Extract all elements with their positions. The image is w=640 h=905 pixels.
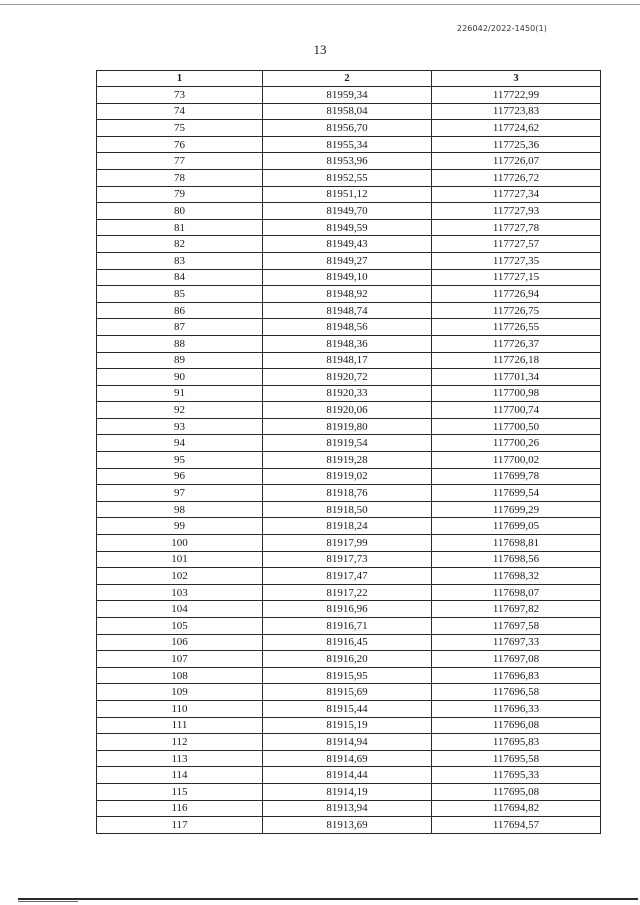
y-coordinate-cell: 117698,07 [432, 584, 601, 601]
point-number-cell: 115 [97, 783, 263, 800]
point-number-cell: 101 [97, 551, 263, 568]
y-coordinate-cell: 117695,08 [432, 783, 601, 800]
table-row [97, 734, 601, 751]
x-coordinate-cell: 81917,47 [263, 568, 432, 585]
point-number-cell: 103 [97, 584, 263, 601]
table-row [97, 219, 601, 236]
y-coordinate-cell: 117722,99 [432, 87, 601, 104]
y-coordinate-cell: 117698,32 [432, 568, 601, 585]
point-number-cell: 88 [97, 335, 263, 352]
y-coordinate-cell: 117697,33 [432, 634, 601, 651]
x-coordinate-cell: 81918,76 [263, 485, 432, 502]
y-coordinate-cell: 117727,78 [432, 219, 601, 236]
y-coordinate-cell: 117726,07 [432, 153, 601, 170]
x-coordinate-cell: 81919,80 [263, 418, 432, 435]
point-number-cell: 89 [97, 352, 263, 369]
point-number-cell: 77 [97, 153, 263, 170]
x-coordinate-cell: 81918,50 [263, 501, 432, 518]
y-coordinate-cell: 117725,36 [432, 136, 601, 153]
x-coordinate-cell: 81948,17 [263, 352, 432, 369]
y-coordinate-cell: 117726,37 [432, 335, 601, 352]
x-coordinate-cell: 81919,28 [263, 452, 432, 469]
table-row [97, 568, 601, 585]
y-coordinate-cell: 117727,57 [432, 236, 601, 253]
point-number-cell: 114 [97, 767, 263, 784]
y-coordinate-cell: 117726,18 [432, 352, 601, 369]
x-coordinate-cell: 81953,96 [263, 153, 432, 170]
y-coordinate-cell: 117724,62 [432, 120, 601, 137]
y-coordinate-cell: 117697,82 [432, 601, 601, 618]
point-number-cell: 111 [97, 717, 263, 734]
point-number-cell: 99 [97, 518, 263, 535]
y-coordinate-cell: 117694,57 [432, 817, 601, 834]
column-header-2: 2 [263, 71, 432, 87]
table-row [97, 236, 601, 253]
point-number-cell: 80 [97, 203, 263, 220]
table-row [97, 518, 601, 535]
point-number-cell: 78 [97, 169, 263, 186]
y-coordinate-cell: 117726,94 [432, 286, 601, 303]
x-coordinate-cell: 81948,92 [263, 286, 432, 303]
x-coordinate-cell: 81916,45 [263, 634, 432, 651]
table-row [97, 103, 601, 120]
y-coordinate-cell: 117727,35 [432, 252, 601, 269]
x-coordinate-cell: 81915,19 [263, 717, 432, 734]
point-number-cell: 108 [97, 667, 263, 684]
y-coordinate-cell: 117699,05 [432, 518, 601, 535]
x-coordinate-cell: 81948,36 [263, 335, 432, 352]
x-coordinate-cell: 81913,69 [263, 817, 432, 834]
x-coordinate-cell: 81920,72 [263, 369, 432, 386]
y-coordinate-cell: 117698,56 [432, 551, 601, 568]
table-row [97, 485, 601, 502]
table-row [97, 700, 601, 717]
y-coordinate-cell: 117726,75 [432, 302, 601, 319]
point-number-cell: 91 [97, 385, 263, 402]
y-coordinate-cell: 117697,58 [432, 618, 601, 635]
table-row [97, 418, 601, 435]
point-number-cell: 116 [97, 800, 263, 817]
y-coordinate-cell: 117726,55 [432, 319, 601, 336]
point-number-cell: 106 [97, 634, 263, 651]
x-coordinate-cell: 81948,74 [263, 302, 432, 319]
y-coordinate-cell: 117700,02 [432, 452, 601, 469]
table-row [97, 767, 601, 784]
table-row [97, 468, 601, 485]
y-coordinate-cell: 117700,74 [432, 402, 601, 419]
y-coordinate-cell: 117726,72 [432, 169, 601, 186]
point-number-cell: 83 [97, 252, 263, 269]
coordinates-table [96, 70, 601, 834]
table-row [97, 286, 601, 303]
point-number-cell: 97 [97, 485, 263, 502]
point-number-cell: 109 [97, 684, 263, 701]
x-coordinate-cell: 81914,69 [263, 750, 432, 767]
y-coordinate-cell: 117699,54 [432, 485, 601, 502]
table-row [97, 335, 601, 352]
point-number-cell: 81 [97, 219, 263, 236]
point-number-cell: 100 [97, 535, 263, 552]
x-coordinate-cell: 81919,02 [263, 468, 432, 485]
table-row [97, 169, 601, 186]
document-id: 226042/2022-1450(1) [456, 24, 547, 33]
table-row [97, 452, 601, 469]
point-number-cell: 74 [97, 103, 263, 120]
table-row [97, 369, 601, 386]
x-coordinate-cell: 81949,43 [263, 236, 432, 253]
table-row [97, 501, 601, 518]
x-coordinate-cell: 81920,06 [263, 402, 432, 419]
column-header-1: 1 [97, 71, 263, 87]
x-coordinate-cell: 81919,54 [263, 435, 432, 452]
x-coordinate-cell: 81949,10 [263, 269, 432, 286]
x-coordinate-cell: 81915,44 [263, 700, 432, 717]
bottom-divider-line [18, 898, 638, 900]
x-coordinate-cell: 81920,33 [263, 385, 432, 402]
point-number-cell: 98 [97, 501, 263, 518]
table-row [97, 535, 601, 552]
x-coordinate-cell: 81918,24 [263, 518, 432, 535]
x-coordinate-cell: 81949,27 [263, 252, 432, 269]
table-row [97, 120, 601, 137]
point-number-cell: 112 [97, 734, 263, 751]
point-number-cell: 86 [97, 302, 263, 319]
point-number-cell: 87 [97, 319, 263, 336]
bottom-divider-accent [18, 901, 78, 902]
point-number-cell: 105 [97, 618, 263, 635]
table-row [97, 684, 601, 701]
point-number-cell: 76 [97, 136, 263, 153]
x-coordinate-cell: 81916,71 [263, 618, 432, 635]
point-number-cell: 82 [97, 236, 263, 253]
y-coordinate-cell: 117695,58 [432, 750, 601, 767]
y-coordinate-cell: 117727,34 [432, 186, 601, 203]
table-row [97, 153, 601, 170]
table-row [97, 186, 601, 203]
y-coordinate-cell: 117695,83 [432, 734, 601, 751]
table-row [97, 783, 601, 800]
table-row [97, 667, 601, 684]
point-number-cell: 93 [97, 418, 263, 435]
table-row [97, 252, 601, 269]
x-coordinate-cell: 81948,56 [263, 319, 432, 336]
table-row [97, 750, 601, 767]
table-row [97, 651, 601, 668]
x-coordinate-cell: 81952,55 [263, 169, 432, 186]
x-coordinate-cell: 81949,59 [263, 219, 432, 236]
x-coordinate-cell: 81914,44 [263, 767, 432, 784]
y-coordinate-cell: 117696,58 [432, 684, 601, 701]
table-row [97, 634, 601, 651]
point-number-cell: 92 [97, 402, 263, 419]
y-coordinate-cell: 117727,93 [432, 203, 601, 220]
x-coordinate-cell: 81917,73 [263, 551, 432, 568]
y-coordinate-cell: 117723,83 [432, 103, 601, 120]
table-row [97, 584, 601, 601]
point-number-cell: 110 [97, 700, 263, 717]
point-number-cell: 79 [97, 186, 263, 203]
y-coordinate-cell: 117727,15 [432, 269, 601, 286]
x-coordinate-cell: 81914,19 [263, 783, 432, 800]
y-coordinate-cell: 117695,33 [432, 767, 601, 784]
x-coordinate-cell: 81917,22 [263, 584, 432, 601]
x-coordinate-cell: 81915,95 [263, 667, 432, 684]
y-coordinate-cell: 117699,78 [432, 468, 601, 485]
table-row [97, 601, 601, 618]
point-number-cell: 90 [97, 369, 263, 386]
table-row [97, 319, 601, 336]
point-number-cell: 73 [97, 87, 263, 104]
y-coordinate-cell: 117694,82 [432, 800, 601, 817]
table-row [97, 717, 601, 734]
table-row [97, 435, 601, 452]
table-row [97, 618, 601, 635]
table-row [97, 817, 601, 834]
x-coordinate-cell: 81915,69 [263, 684, 432, 701]
x-coordinate-cell: 81913,94 [263, 800, 432, 817]
table-row [97, 302, 601, 319]
y-coordinate-cell: 117696,08 [432, 717, 601, 734]
x-coordinate-cell: 81917,99 [263, 535, 432, 552]
table-body [97, 87, 601, 834]
point-number-cell: 75 [97, 120, 263, 137]
x-coordinate-cell: 81958,04 [263, 103, 432, 120]
table-row [97, 136, 601, 153]
point-number-cell: 117 [97, 817, 263, 834]
table-row [97, 269, 601, 286]
x-coordinate-cell: 81916,96 [263, 601, 432, 618]
y-coordinate-cell: 117700,50 [432, 418, 601, 435]
x-coordinate-cell: 81955,34 [263, 136, 432, 153]
point-number-cell: 84 [97, 269, 263, 286]
y-coordinate-cell: 117697,08 [432, 651, 601, 668]
top-divider-line [0, 4, 640, 5]
y-coordinate-cell: 117700,98 [432, 385, 601, 402]
table-row [97, 800, 601, 817]
y-coordinate-cell: 117696,83 [432, 667, 601, 684]
point-number-cell: 85 [97, 286, 263, 303]
point-number-cell: 94 [97, 435, 263, 452]
x-coordinate-cell: 81914,94 [263, 734, 432, 751]
table-row [97, 402, 601, 419]
point-number-cell: 104 [97, 601, 263, 618]
column-header-3: 3 [432, 71, 601, 87]
y-coordinate-cell: 117699,29 [432, 501, 601, 518]
y-coordinate-cell: 117700,26 [432, 435, 601, 452]
table-row [97, 352, 601, 369]
table-row [97, 203, 601, 220]
x-coordinate-cell: 81956,70 [263, 120, 432, 137]
table-header-row [97, 71, 601, 87]
point-number-cell: 113 [97, 750, 263, 767]
x-coordinate-cell: 81959,34 [263, 87, 432, 104]
point-number-cell: 96 [97, 468, 263, 485]
page-number: 13 [313, 42, 327, 57]
x-coordinate-cell: 81949,70 [263, 203, 432, 220]
y-coordinate-cell: 117696,33 [432, 700, 601, 717]
y-coordinate-cell: 117698,81 [432, 535, 601, 552]
x-coordinate-cell: 81951,12 [263, 186, 432, 203]
table-row [97, 551, 601, 568]
table-row [97, 385, 601, 402]
x-coordinate-cell: 81916,20 [263, 651, 432, 668]
point-number-cell: 95 [97, 452, 263, 469]
point-number-cell: 107 [97, 651, 263, 668]
y-coordinate-cell: 117701,34 [432, 369, 601, 386]
point-number-cell: 102 [97, 568, 263, 585]
table-row [97, 87, 601, 104]
